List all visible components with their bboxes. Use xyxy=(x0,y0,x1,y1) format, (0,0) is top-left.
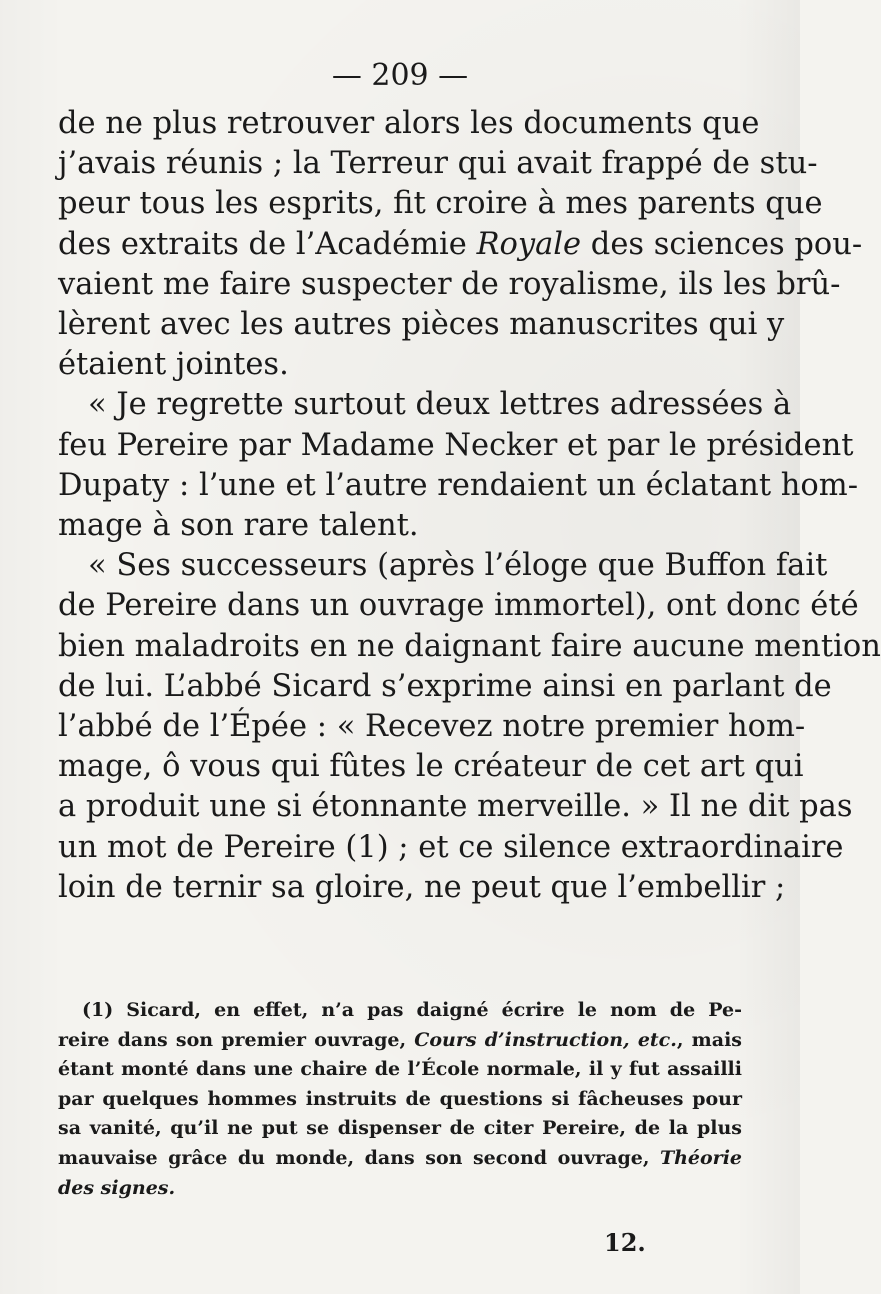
footnote-line xyxy=(58,1174,742,1204)
text-line: a produit une si étonnante merveille. » Il ne dit pas xyxy=(58,789,853,825)
text-line: « Je regrette surtout deux lettres adressées à xyxy=(88,387,792,423)
text-fragment: mauvaise grâce du monde, dans son second ouvrage, xyxy=(58,1146,660,1169)
text-line: un mot de Pereire (1) ; et ce silence extraordinaire xyxy=(58,829,844,865)
text-line: lèrent avec les autres pièces manuscrites qui y xyxy=(58,307,785,343)
signature-mark: 12. xyxy=(604,1228,646,1257)
text-line: peur tous les esprits, fit croire à mes parents que xyxy=(58,186,823,222)
text-line xyxy=(58,225,863,265)
text-line: étaient jointes. xyxy=(58,347,289,383)
italic-title: Théorie xyxy=(659,1146,742,1169)
italic-title: des signes. xyxy=(58,1176,176,1199)
text-fragment: des sciences pou- xyxy=(581,226,863,262)
text-line: Dupaty : l’une et l’autre rendaient un éclatant hom- xyxy=(58,467,858,503)
text-line: j’avais réunis ; la Terreur qui avait frappé de stu- xyxy=(58,146,818,182)
text-line: « Ses successeurs (après l’éloge que Buffon fait xyxy=(88,548,828,584)
italic-title: Cours d’instruction, etc. xyxy=(414,1028,677,1051)
italic-term: Royale xyxy=(476,226,582,262)
text-line: de Pereire dans un ouvrage immortel), ont donc été xyxy=(58,588,859,624)
text-line: vaient me faire suspecter de royalisme, ils les brû- xyxy=(58,266,841,302)
text-line: mage, ô vous qui fûtes le créateur de cet art qui xyxy=(58,749,804,785)
text-line: bien maladroits en ne daignant faire aucune mention xyxy=(58,628,881,664)
page-number: — 209 — xyxy=(331,58,469,93)
text-fragment: des extraits de l’Académie xyxy=(58,226,477,262)
text-line: l’abbé de l’Épée : « Recevez notre premier hom- xyxy=(58,709,806,745)
text-line: de lui. L’abbé Sicard s’exprime ainsi en parlant de xyxy=(58,668,832,704)
footnote-line xyxy=(58,1144,742,1174)
footnote-line: sa vanité, qu’il ne put se dispenser de citer Pereire, de la plus xyxy=(58,1117,742,1140)
main-text xyxy=(58,104,881,908)
footnote-line: étant monté dans une chaire de l’École normale, il y fut assailli xyxy=(58,1058,742,1081)
footnote-line xyxy=(58,1026,742,1056)
text-line: feu Pereire par Madame Necker et par le président xyxy=(58,427,854,463)
text-fragment: , mais xyxy=(676,1028,742,1051)
text-line: loin de ternir sa gloire, ne peut que l’embellir ; xyxy=(58,869,786,905)
footnote-line: par quelques hommes instruits de questions si fâcheuses pour xyxy=(58,1087,742,1110)
text-fragment: reire dans son premier ouvrage, xyxy=(58,1028,415,1051)
footnote xyxy=(58,996,742,1203)
text-line: mage à son rare talent. xyxy=(58,508,419,544)
footnote-line: (1) Sicard, en effet, n’a pas daigné écrire le nom de Pe- xyxy=(82,999,742,1021)
text-line: de ne plus retrouver alors les documents que xyxy=(58,106,760,141)
